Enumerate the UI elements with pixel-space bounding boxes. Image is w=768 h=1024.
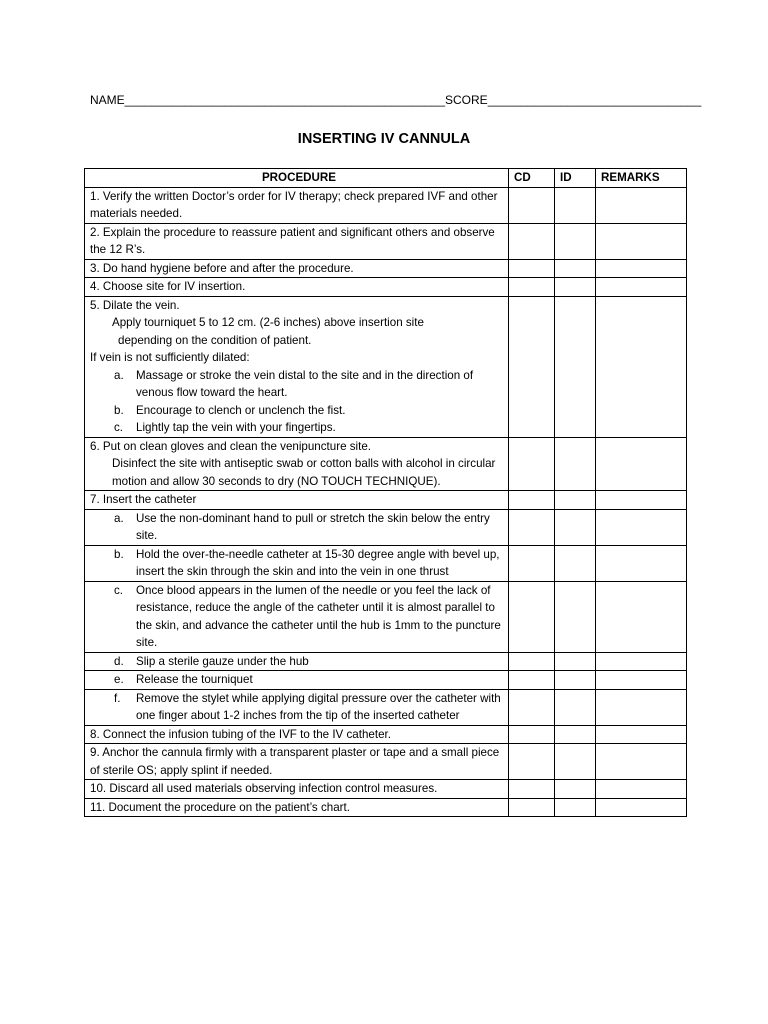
procedure-step-7: 7. Insert the catheter xyxy=(85,491,509,510)
procedure-step-6 xyxy=(85,437,509,491)
id-cell[interactable] xyxy=(555,223,596,259)
id-cell[interactable] xyxy=(555,509,596,545)
procedure-step-7a: a. Use the non-dominant hand to pull or stretch the skin below the entry site. xyxy=(85,509,509,545)
procedure-checklist-table xyxy=(84,168,687,817)
cd-cell[interactable] xyxy=(509,581,555,652)
remarks-cell[interactable] xyxy=(596,509,687,545)
id-cell[interactable] xyxy=(555,437,596,491)
procedure-step-10: 10. Discard all used materials observing infection control measures. xyxy=(85,780,509,799)
procedure-step-7b: b. Hold the over-the-needle catheter at 15-30 degree angle with bevel up, insert the skin through the skin and into the vein in one thrust xyxy=(85,545,509,581)
step-5-if: If vein is not sufficiently dilated: xyxy=(90,351,250,364)
procedure-step-4: 4. Choose site for IV insertion. xyxy=(85,278,509,297)
procedure-step-7f: f. Remove the stylet while applying digital pressure over the catheter with one finger about 1-2 inches from the tip of the inserted catheter xyxy=(85,689,509,725)
table-row xyxy=(85,491,687,510)
id-cell[interactable] xyxy=(555,652,596,671)
remarks-cell[interactable] xyxy=(596,296,687,437)
cd-cell[interactable] xyxy=(509,278,555,297)
table-row xyxy=(85,259,687,278)
remarks-cell[interactable] xyxy=(596,725,687,744)
table-row xyxy=(85,509,687,545)
id-cell[interactable] xyxy=(555,744,596,780)
name-score-line xyxy=(90,93,701,107)
procedure-step-1: 1. Verify the written Doctor’s order for IV therapy; check prepared IVF and other materials needed. xyxy=(85,187,509,223)
cd-cell[interactable] xyxy=(509,652,555,671)
step-5-a: a. Massage or stroke the vein distal to the site and in the direction of venous flow toward the heart. xyxy=(114,368,474,399)
remarks-cell[interactable] xyxy=(596,581,687,652)
table-row xyxy=(85,545,687,581)
table-row xyxy=(85,671,687,690)
column-header-procedure: PROCEDURE xyxy=(85,169,509,188)
table-row xyxy=(85,296,687,437)
table-row xyxy=(85,581,687,652)
name-blank[interactable]: ________________________________________________ xyxy=(124,93,446,107)
procedure-step-5 xyxy=(85,296,509,437)
procedure-step-8: 8. Connect the infusion tubing of the IVF to the IV catheter. xyxy=(85,725,509,744)
cd-cell[interactable] xyxy=(509,509,555,545)
remarks-cell[interactable] xyxy=(596,780,687,799)
column-header-cd: CD xyxy=(509,169,555,188)
table-row xyxy=(85,223,687,259)
column-header-id: ID xyxy=(555,169,596,188)
id-cell[interactable] xyxy=(555,671,596,690)
remarks-cell[interactable] xyxy=(596,545,687,581)
cd-cell[interactable] xyxy=(509,689,555,725)
step-6-heading: 6. Put on clean gloves and clean the venipuncture site. xyxy=(90,439,372,453)
id-cell[interactable] xyxy=(555,689,596,725)
table-row xyxy=(85,689,687,725)
cd-cell[interactable] xyxy=(509,725,555,744)
table-row xyxy=(85,798,687,817)
score-label: SCORE xyxy=(445,93,488,107)
cd-cell[interactable] xyxy=(509,259,555,278)
table-row xyxy=(85,744,687,780)
procedure-step-7c: c. Once blood appears in the lumen of the needle or you feel the lack of resistance, reduce the angle of the catheter until it is almost parallel to the skin, and advance the catheter until the hub is 1mm to the puncture site. xyxy=(85,581,509,652)
table-header-row xyxy=(85,169,687,188)
step-5-heading: 5. Dilate the vein. xyxy=(90,298,180,312)
id-cell[interactable] xyxy=(555,545,596,581)
remarks-cell[interactable] xyxy=(596,689,687,725)
table-row xyxy=(85,187,687,223)
procedure-step-3: 3. Do hand hygiene before and after the procedure. xyxy=(85,259,509,278)
step-5-apply-cont: depending on the condition of patient. xyxy=(118,333,312,347)
step-6-body: Disinfect the site with antiseptic swab or cotton balls with alcohol in circular motion and allow 30 seconds to dry (NO TOUCH TECHNIQUE). xyxy=(112,457,496,488)
procedure-step-2: 2. Explain the procedure to reassure patient and significant others and observe the 12 R’s. xyxy=(85,223,509,259)
table-row xyxy=(85,780,687,799)
procedure-step-11: 11. Document the procedure on the patient’s chart. xyxy=(85,798,509,817)
cd-cell[interactable] xyxy=(509,744,555,780)
id-cell[interactable] xyxy=(555,581,596,652)
id-cell[interactable] xyxy=(555,780,596,799)
table-row xyxy=(85,725,687,744)
cd-cell[interactable] xyxy=(509,545,555,581)
table-row xyxy=(85,278,687,297)
remarks-cell[interactable] xyxy=(596,187,687,223)
cd-cell[interactable] xyxy=(509,437,555,491)
page-title: INSERTING IV CANNULA xyxy=(297,131,471,147)
cd-cell[interactable] xyxy=(509,780,555,799)
cd-cell[interactable] xyxy=(509,187,555,223)
table-row xyxy=(85,652,687,671)
id-cell[interactable] xyxy=(555,278,596,297)
step-5-apply: Apply tourniquet 5 to 12 cm. (2-6 inches) above insertion site xyxy=(112,316,424,329)
cd-cell[interactable] xyxy=(509,798,555,817)
id-cell[interactable] xyxy=(555,296,596,437)
cd-cell[interactable] xyxy=(509,491,555,510)
table-row xyxy=(85,437,687,491)
procedure-step-7e: e. Release the tourniquet xyxy=(85,671,509,690)
procedure-step-9: 9. Anchor the cannula firmly with a transparent plaster or tape and a small piece of sterile OS; apply splint if needed. xyxy=(85,744,509,780)
remarks-cell[interactable] xyxy=(596,223,687,259)
step-5-c: c. Lightly tap the vein with your fingertips. xyxy=(114,421,336,434)
remarks-cell[interactable] xyxy=(596,652,687,671)
remarks-cell[interactable] xyxy=(596,491,687,510)
name-label: NAME xyxy=(90,93,125,107)
procedure-step-7d: d. Slip a sterile gauze under the hub xyxy=(85,652,509,671)
remarks-cell[interactable] xyxy=(596,437,687,491)
step-5-b: b. Encourage to clench or unclench the fist. xyxy=(114,403,346,417)
column-header-remarks: REMARKS xyxy=(596,169,687,188)
cd-cell[interactable] xyxy=(509,296,555,437)
remarks-cell[interactable] xyxy=(596,671,687,690)
id-cell[interactable] xyxy=(555,491,596,510)
cd-cell[interactable] xyxy=(509,223,555,259)
id-cell[interactable] xyxy=(555,187,596,223)
score-blank[interactable]: ________________________________ xyxy=(487,93,702,107)
remarks-cell[interactable] xyxy=(596,259,687,278)
cd-cell[interactable] xyxy=(509,671,555,690)
id-cell[interactable] xyxy=(555,725,596,744)
remarks-cell[interactable] xyxy=(596,744,687,780)
id-cell[interactable] xyxy=(555,259,596,278)
id-cell[interactable] xyxy=(555,798,596,817)
remarks-cell[interactable] xyxy=(596,278,687,297)
remarks-cell[interactable] xyxy=(596,798,687,817)
